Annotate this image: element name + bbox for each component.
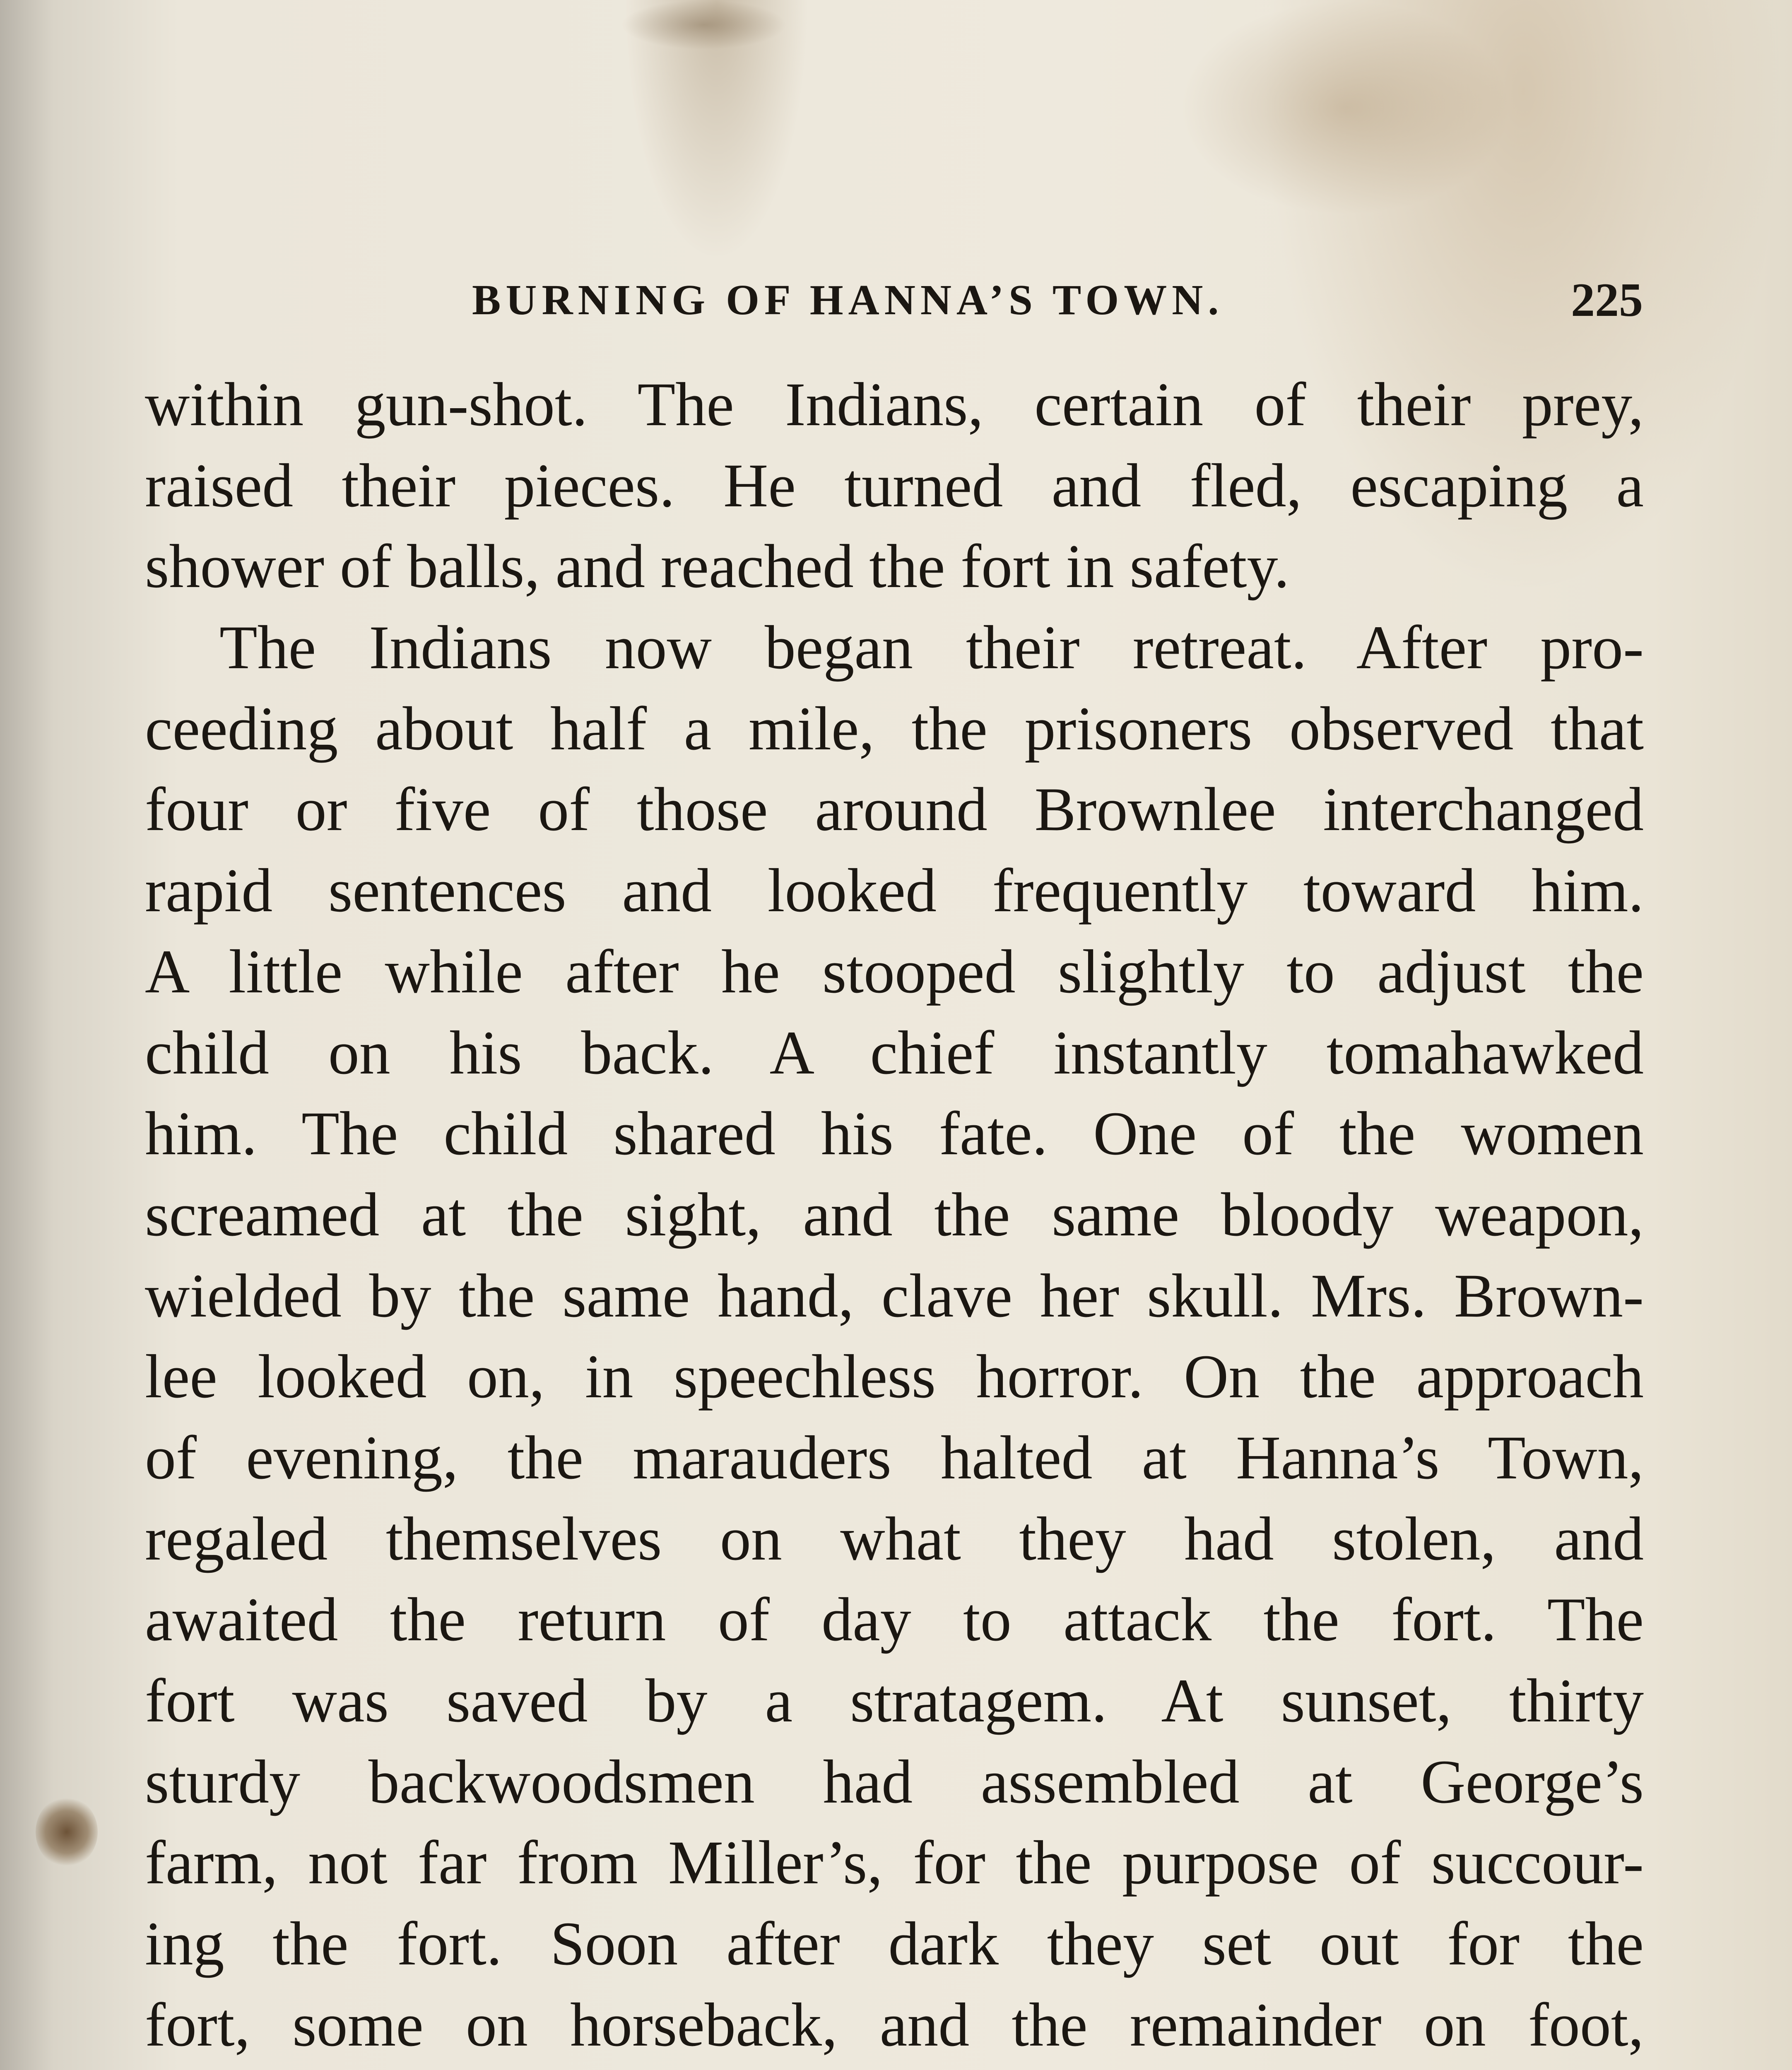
- text-line: The Indians now began their retreat. After pro-: [219, 613, 1644, 682]
- text-line: fort, some on horseback, and the remainder on foot,: [145, 1990, 1644, 2059]
- text-line: shower of balls, and reached the fort in safety.: [145, 532, 1290, 601]
- text-line: rapid sentences and looked frequently toward him.: [145, 856, 1644, 925]
- text-line: sturdy backwoodsmen had assembled at George’s: [145, 1747, 1644, 1816]
- text-line: regaled themselves on what they had stolen, and: [145, 1504, 1644, 1573]
- text-line: wielded by the same hand, clave her skull. Mrs. Brown-: [145, 1261, 1644, 1330]
- text-line: child on his back. A chief instantly tomahawked: [145, 1018, 1644, 1087]
- text-line: farm, not far from Miller’s, for the purpose of succour-: [145, 1828, 1644, 1897]
- running-head: [0, 267, 1792, 333]
- running-title: BURNING OF HANNA’S TOWN.: [472, 276, 1224, 324]
- text-line: raised their pieces. He turned and fled, escaping a: [145, 451, 1644, 520]
- text-line: him. The child shared his fate. One of the women: [145, 1099, 1644, 1168]
- water-stain: [1180, 0, 1511, 215]
- text-line: awaited the return of day to attack the fort. The: [145, 1585, 1644, 1654]
- text-line: screamed at the sight, and the same bloody weapon,: [145, 1180, 1644, 1249]
- text-line: ceeding about half a mile, the prisoners observed that: [145, 694, 1644, 763]
- text-line: within gun-shot. The Indians, certain of their prey,: [145, 370, 1644, 439]
- text-line: A little while after he stooped slightly to adjust the: [145, 937, 1644, 1006]
- text-line: [145, 2065, 1644, 2070]
- text-line: fort was saved by a stratagem. At sunset, thirty: [145, 1666, 1644, 1735]
- text-line: four or five of those around Brownlee interchanged: [145, 775, 1644, 844]
- body-text: [145, 364, 1644, 2070]
- text-line: of evening, the marauders halted at Hanna’s Town,: [145, 1423, 1644, 1492]
- page-number: 225: [1571, 274, 1643, 327]
- ink-blot: [36, 1797, 98, 1867]
- text-line: lee looked on, in speechless horror. On the approach: [145, 1342, 1644, 1411]
- text-line: ing the fort. Soon after dark they set out for the: [145, 1909, 1644, 1979]
- foxing-stain: [621, 0, 787, 50]
